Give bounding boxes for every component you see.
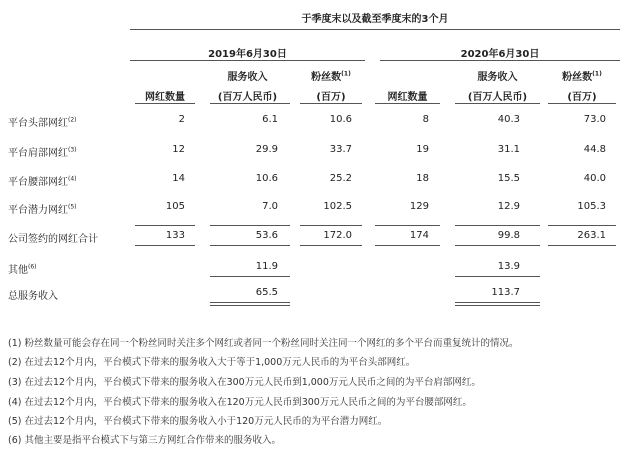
- subtotal-rule: [135, 225, 195, 226]
- col-fans-2019-l1: 粉丝数$^{(1)}$: [311, 70, 351, 83]
- col-rule: [375, 103, 440, 104]
- subtotal-rule: [210, 245, 290, 246]
- cell-count-2020: 129: [409, 201, 429, 212]
- row-label: 平台头部网红$^{(2)}$: [8, 116, 77, 129]
- date-2019: 2019年6月30日: [208, 49, 287, 60]
- cell-revenue-2019: 65.5: [255, 287, 278, 298]
- date-2019-rule: [130, 60, 365, 61]
- cell-revenue-2019: 7.0: [262, 201, 278, 212]
- subtotal-rule: [135, 245, 195, 246]
- subtotal-rule: [455, 225, 540, 226]
- period-title: 于季度末以及截至季度末的3个月: [301, 14, 449, 25]
- col-fans-2020-l2: (百万): [567, 92, 597, 103]
- cell-count-2020: 8: [422, 114, 429, 125]
- cell-revenue-2020: 31.1: [497, 144, 520, 155]
- col-count-2019: 网红数量: [145, 92, 185, 103]
- subtotal-rule: [300, 225, 362, 226]
- cell-count-2020: 174: [409, 230, 429, 241]
- cell-count-2019: 2: [178, 114, 185, 125]
- col-revenue-2019-l1: 服务收入: [227, 72, 268, 83]
- cell-revenue-2019: 6.1: [262, 114, 278, 125]
- cell-revenue-2020: 12.9: [497, 201, 520, 212]
- col-rule: [300, 103, 362, 104]
- cell-count-2020: 18: [416, 173, 429, 184]
- col-rule: [548, 103, 616, 104]
- total-rule: [210, 276, 290, 277]
- cell-fans-2019: 25.2: [329, 173, 352, 184]
- cell-revenue-2020: 15.5: [497, 173, 520, 184]
- footnote: (1) 粉丝数量可能会存在同一个粉丝同时关注多个网红或者同一个粉丝同时关注同一个网红的多个平台而重复统计的情况。: [8, 338, 519, 349]
- cell-fans-2020: 40.0: [583, 173, 606, 184]
- double-rule: [210, 302, 290, 303]
- row-label: 公司签约的网红合计: [8, 234, 98, 245]
- double-rule: [455, 305, 540, 306]
- cell-fans-2020: 73.0: [583, 114, 606, 125]
- cell-fans-2019: 172.0: [323, 230, 352, 241]
- col-rule: [210, 103, 290, 104]
- footnote: (4) 在过去12个月内，平台模式下带来的服务收入在120万元人民币到300万元人民币之间的为平台腰部网红。: [8, 397, 472, 408]
- row-label: 平台肩部网红$^{(3)}$: [8, 146, 77, 159]
- footnote: (2) 在过去12个月内，平台模式下带来的服务收入大于等于1,000万元人民币的为平台头部网红。: [8, 357, 416, 368]
- row-label: 平台潜力网红$^{(5)}$: [8, 203, 77, 216]
- subtotal-rule: [375, 225, 440, 226]
- col-fans-2019-l2: (百万): [316, 92, 346, 103]
- cell-fans-2019: 33.7: [329, 144, 352, 155]
- date-2020: 2020年6月30日: [460, 49, 540, 60]
- cell-count-2019: 105: [165, 201, 185, 212]
- row-label: 其他$^{(6)}$: [8, 263, 37, 276]
- double-rule: [210, 305, 290, 306]
- row-label: 总服务收入: [8, 291, 58, 302]
- footnote: (5) 在过去12个月内，平台模式下带来的服务收入小于120万元人民币的为平台潜力网红。: [8, 416, 388, 427]
- col-revenue-2020-l1: 服务收入: [477, 72, 518, 83]
- cell-revenue-2019: 10.6: [255, 173, 278, 184]
- cell-fans-2019: 102.5: [323, 201, 352, 212]
- cell-count-2019: 14: [172, 173, 185, 184]
- col-revenue-2019-l2: (百万人民币): [217, 92, 278, 103]
- cell-revenue-2020: 13.9: [497, 261, 520, 272]
- cell-revenue-2020: 99.8: [497, 230, 520, 241]
- cell-revenue-2019: 53.6: [255, 230, 278, 241]
- cell-revenue-2019: 11.9: [255, 261, 278, 272]
- cell-count-2019: 12: [172, 144, 185, 155]
- subtotal-rule: [455, 245, 540, 246]
- subtotal-rule: [210, 225, 290, 226]
- col-rule: [455, 103, 540, 104]
- cell-revenue-2019: 29.9: [255, 144, 278, 155]
- col-count-2020: 网红数量: [387, 92, 428, 103]
- row-label: 平台腰部网红$^{(4)}$: [8, 175, 77, 188]
- col-fans-2020-l1: 粉丝数$^{(1)}$: [562, 70, 602, 83]
- col-rule: [135, 103, 195, 104]
- date-2020-rule: [380, 60, 620, 61]
- total-rule: [455, 276, 540, 277]
- cell-count-2019: 133: [165, 230, 185, 241]
- subtotal-rule: [375, 245, 440, 246]
- subtotal-rule: [300, 245, 362, 246]
- double-rule: [455, 302, 540, 303]
- cell-count-2020: 19: [416, 144, 429, 155]
- cell-revenue-2020: 40.3: [497, 114, 520, 125]
- cell-fans-2019: 10.6: [329, 114, 352, 125]
- footnote: (6) 其他主要是指平台模式下与第三方网红合作带来的服务收入。: [8, 435, 281, 446]
- cell-fans-2020: 44.8: [583, 144, 606, 155]
- subtotal-rule: [548, 245, 616, 246]
- col-revenue-2020-l2: (百万人民币): [467, 92, 528, 103]
- header-rule: [130, 29, 620, 30]
- cell-fans-2020: 105.3: [577, 201, 606, 212]
- cell-revenue-2020: 113.7: [491, 287, 520, 298]
- subtotal-rule: [548, 225, 616, 226]
- cell-fans-2020: 263.1: [577, 230, 606, 241]
- footnote: (3) 在过去12个月内，平台模式下带来的服务收入在300万元人民币到1,000万元人民币之间的为平台肩部网红。: [8, 377, 481, 388]
